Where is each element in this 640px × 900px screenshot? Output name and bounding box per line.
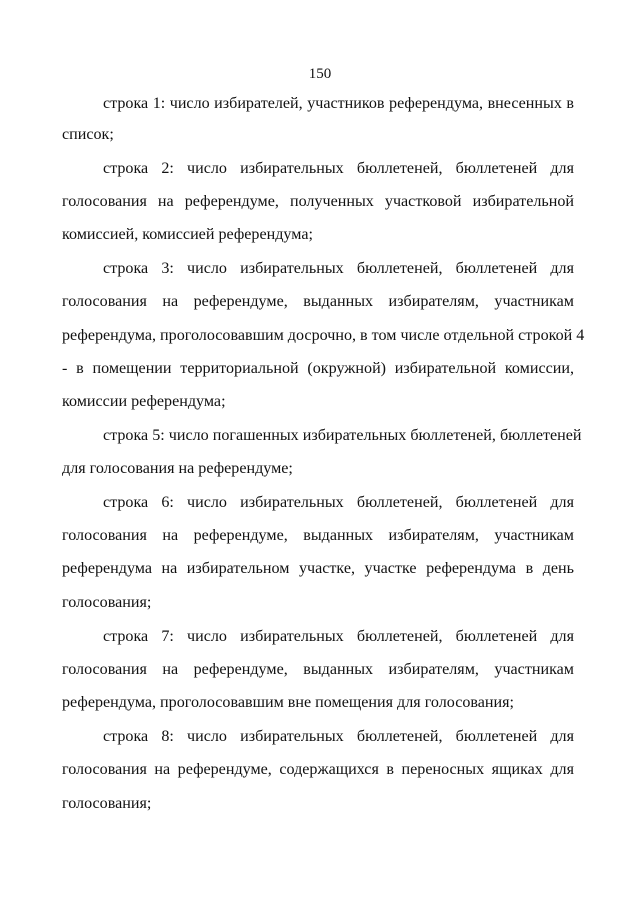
text-line: строка 8: число избирательных бюллетеней, бюллетеней для (103, 728, 574, 745)
text-line: строка 5: число погашенных избирательных бюллетеней, бюллетеней (103, 427, 582, 444)
text-line: комиссией, комиссией референдума; (62, 226, 313, 243)
text-line: голосования на референдуме, выданных избирателям, участникам (62, 293, 574, 310)
text-line: референдума, проголосовавшим вне помещения для голосования; (62, 694, 515, 711)
text-line: голосования на референдуме, выданных избирателям, участникам (62, 527, 574, 544)
text-line: строка 3: число избирательных бюллетеней, бюллетеней для (103, 260, 574, 277)
text-line: строка 7: число избирательных бюллетеней, бюллетеней для (103, 628, 574, 645)
text-line: строка 6: число избирательных бюллетеней, бюллетеней для (103, 494, 574, 511)
text-line: голосования; (62, 795, 152, 812)
page-number: 150 (308, 66, 332, 82)
text-line: голосования на референдуме, выданных избирателям, участникам (62, 661, 574, 678)
text-line: строка 1: число избирателей, участников референдума, внесенных в (103, 95, 574, 112)
text-line: - в помещении территориальной (окружной) избирательной комиссии, (62, 360, 574, 377)
text-line: комиссии референдума; (62, 393, 226, 410)
text-line: голосования на референдуме, содержащихся в переносных ящиках для (62, 761, 574, 778)
text-line: референдума, проголосовавшим досрочно, в том числе отдельной строкой 4 (62, 327, 585, 344)
text-line: референдума на избирательном участке, участке референдума в день (62, 560, 574, 577)
text-line: голосования на референдуме, полученных участковой избирательной (62, 193, 574, 210)
text-line: список; (62, 126, 114, 143)
text-line: строка 2: число избирательных бюллетеней, бюллетеней для (103, 160, 574, 177)
text-line: для голосования на референдуме; (62, 460, 293, 477)
text-line: голосования; (62, 594, 152, 611)
